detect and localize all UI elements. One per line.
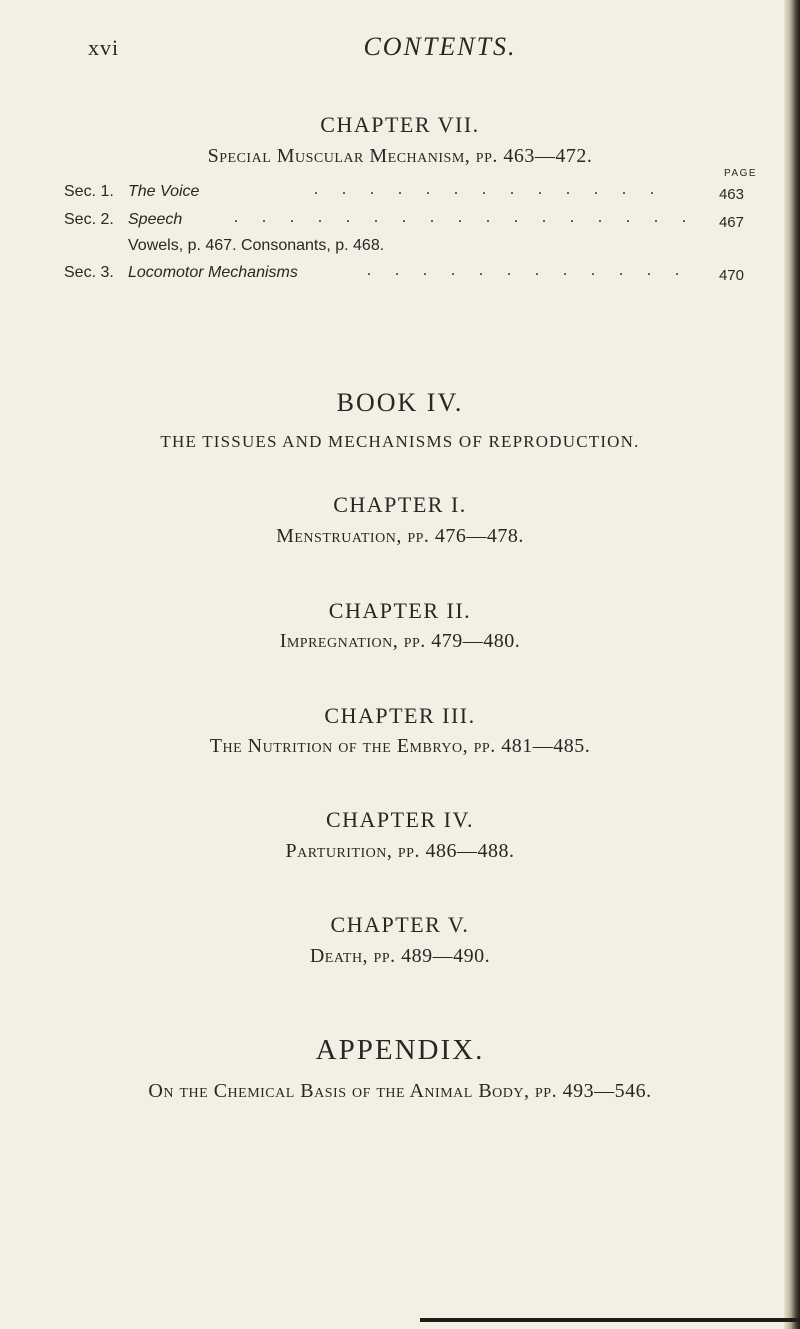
leader-dots: . . . . . . . . . . . . .: [314, 181, 664, 198]
book-iv-subtitle: THE TISSUES AND MECHANISMS OF REPRODUCTION.: [160, 432, 640, 451]
toc-section-title: The Voice: [128, 183, 200, 200]
toc-subentries-speech: Vowels, p. 467. Consonants, p. 468.: [128, 237, 385, 254]
appendix-heading: APPENDIX.: [315, 1034, 485, 1066]
toc-entry-voice: [64, 183, 744, 207]
page-number: xvi: [88, 35, 120, 60]
chapter-i-heading: CHAPTER I.: [333, 492, 467, 517]
chapter-v-heading: CHAPTER V.: [330, 912, 470, 937]
toc-section-title: Locomotor Mechanisms: [128, 264, 298, 281]
toc-page-number: 470: [718, 267, 744, 284]
page-edge-shadow: [784, 0, 800, 1329]
toc-section-number: Sec. 1.: [64, 183, 114, 200]
toc-section-number: Sec. 2.: [64, 211, 114, 228]
toc-page-number: 467: [718, 214, 744, 231]
chapter-iv-subtitle: Parturition, pp. 486—488.: [285, 840, 515, 862]
toc-entry-locomotor: [64, 264, 744, 288]
chapter-iii-subtitle: The Nutrition of the Embryo, pp. 481—485.: [209, 735, 591, 757]
book-iv-heading: BOOK IV.: [336, 388, 464, 417]
toc-section-title: Speech: [128, 211, 183, 228]
chapter-i-subtitle: Menstruation, pp. 476—478.: [276, 525, 524, 547]
leader-dots: . . . . . . . . . . . . . . . . .: [234, 209, 696, 226]
bottom-rule: [420, 1318, 800, 1322]
chapter-vii-heading: CHAPTER VII.: [320, 112, 480, 137]
page-column-label: PAGE: [724, 168, 758, 179]
toc-page-number: 463: [718, 186, 744, 203]
appendix-subtitle: On the Chemical Basis of the Animal Body, pp. 493—546.: [148, 1080, 652, 1102]
running-title: CONTENTS.: [363, 32, 517, 61]
toc-entry-speech: [64, 211, 744, 235]
chapter-v-subtitle: Death, pp. 489—490.: [309, 945, 491, 967]
chapter-vii-subtitle: Special Muscular Mechanism, pp. 463—472.: [207, 145, 593, 167]
chapter-iv-heading: CHAPTER IV.: [325, 807, 475, 832]
toc-section-number: Sec. 3.: [64, 264, 114, 281]
chapter-ii-heading: CHAPTER II.: [328, 598, 472, 623]
leader-dots: . . . . . . . . . . . .: [367, 262, 689, 279]
chapter-ii-subtitle: Impregnation, pp. 479—480.: [279, 630, 521, 652]
chapter-iii-heading: CHAPTER III.: [324, 703, 476, 728]
